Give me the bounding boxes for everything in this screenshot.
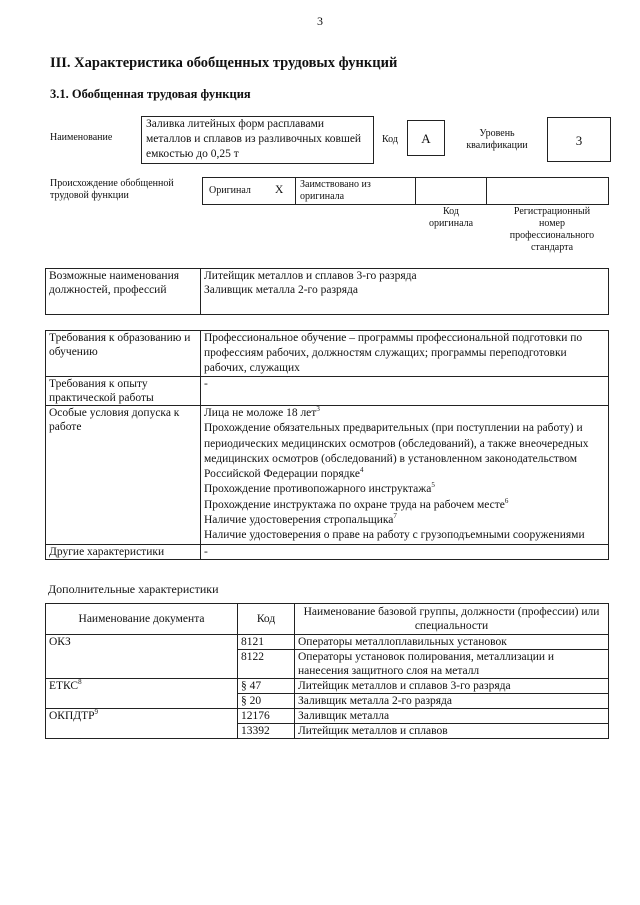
code-cell: 8121 <box>238 635 295 650</box>
position-item: Заливщик металла 2-го разряда <box>204 284 358 296</box>
code-original-label: Код оригинала <box>428 206 474 229</box>
experience-value: - <box>201 377 609 406</box>
doc-name-okz: ОКЗ <box>46 635 238 679</box>
original-label: Оригинал <box>209 185 251 196</box>
special-label: Особые условия допуска к работе <box>46 406 201 545</box>
level-value: 3 <box>575 133 583 148</box>
additional-table <box>45 603 609 739</box>
level-value-box <box>547 117 611 162</box>
name-label: Наименование <box>50 132 113 143</box>
special-item: Лица не моложе 18 лет$^3$ <box>204 405 320 419</box>
code-cell: 13392 <box>238 724 295 739</box>
name-cell: Заливщик металла <box>295 709 609 724</box>
requirements-table <box>45 330 609 560</box>
positions-label: Возможные наименования должностей, профессий <box>46 269 201 315</box>
origin-label: Происхождение обобщенной трудовой функции <box>50 178 174 201</box>
level-label: Уровень квалификации <box>466 128 528 151</box>
name-cell: Заливщик металла 2-го разряда <box>295 694 609 709</box>
code-cell: 12176 <box>238 709 295 724</box>
positions-table <box>45 268 609 315</box>
other-label: Другие характеристики <box>46 544 201 559</box>
additional-title: Дополнительные характеристики <box>48 582 219 596</box>
special-conditions <box>201 406 609 545</box>
name-cell: Литейщик металлов и сплавов <box>295 724 609 739</box>
section-title: III. Характеристика обобщенных трудовых функций <box>50 55 398 71</box>
header-document: Наименование документа <box>46 604 238 635</box>
code-cell: 8122 <box>238 650 295 679</box>
origin-table <box>202 177 609 205</box>
function-name-box <box>141 116 374 164</box>
function-code-value: А <box>421 131 431 146</box>
code-cell: § 20 <box>238 694 295 709</box>
name-cell: Операторы металлоплавильных установок <box>295 635 609 650</box>
doc-name-etks: ЕТКС$^8$ <box>46 679 238 709</box>
function-name-value: Заливка литейных форм расплавами металлов и сплавов из разливочных ковшей емкостью до 0,25 т <box>146 118 362 160</box>
header-code: Код <box>238 604 295 635</box>
table-row <box>46 635 609 650</box>
special-item: Наличие удостоверения стропальщика$^7$ <box>204 512 397 527</box>
special-item: Прохождение обязательных предварительных (при поступлении на работу) и периодических медицинских осмотров (обследований), а также внеочередных медицинских осмотров (обследований) в установленном законодательством Российской Федерации порядке$^4$ <box>204 422 589 481</box>
doc-name-okpdtr: ОКПДТР$^9$ <box>46 709 238 739</box>
education-label: Требования к образованию и обучению <box>46 331 201 377</box>
name-cell: Литейщик металлов и сплавов 3-го разряда <box>295 679 609 694</box>
code-label: Код <box>382 134 398 145</box>
education-value: Профессиональное обучение – программы профессиональной подготовки по профессиям рабочих, должностям служащих; программы переподготовки рабочих, служащих <box>201 331 609 377</box>
name-cell: Операторы установок полирования, металлизации и нанесения защитного слоя на металл <box>295 650 609 679</box>
page-number: 3 <box>317 14 323 28</box>
table-row <box>46 709 609 724</box>
special-item: Наличие удостоверения о праве на работу с грузоподъемными сооружениями <box>204 529 585 542</box>
subsection-title: 3.1. Обобщенная трудовая функция <box>50 87 251 101</box>
original-mark: X <box>275 184 284 196</box>
special-item: Прохождение противопожарного инструктажа$^5$ <box>204 481 435 496</box>
experience-label: Требования к опыту практической работы <box>46 377 201 406</box>
reg-number-label: Регистрационный номер профессионального стандарта <box>509 206 595 253</box>
position-item: Литейщик металлов и сплавов 3-го разряда <box>204 270 417 282</box>
code-cell: § 47 <box>238 679 295 694</box>
other-value: - <box>201 544 609 559</box>
header-name: Наименование базовой группы, должности (профессии) или специальности <box>295 604 609 635</box>
positions-value <box>201 269 609 315</box>
function-code-box <box>407 120 445 156</box>
special-item: Прохождение инструктажа по охране труда на рабочем месте$^6$ <box>204 496 509 511</box>
borrowed-label: Заимствовано из оригинала <box>300 179 371 202</box>
table-row <box>46 679 609 694</box>
